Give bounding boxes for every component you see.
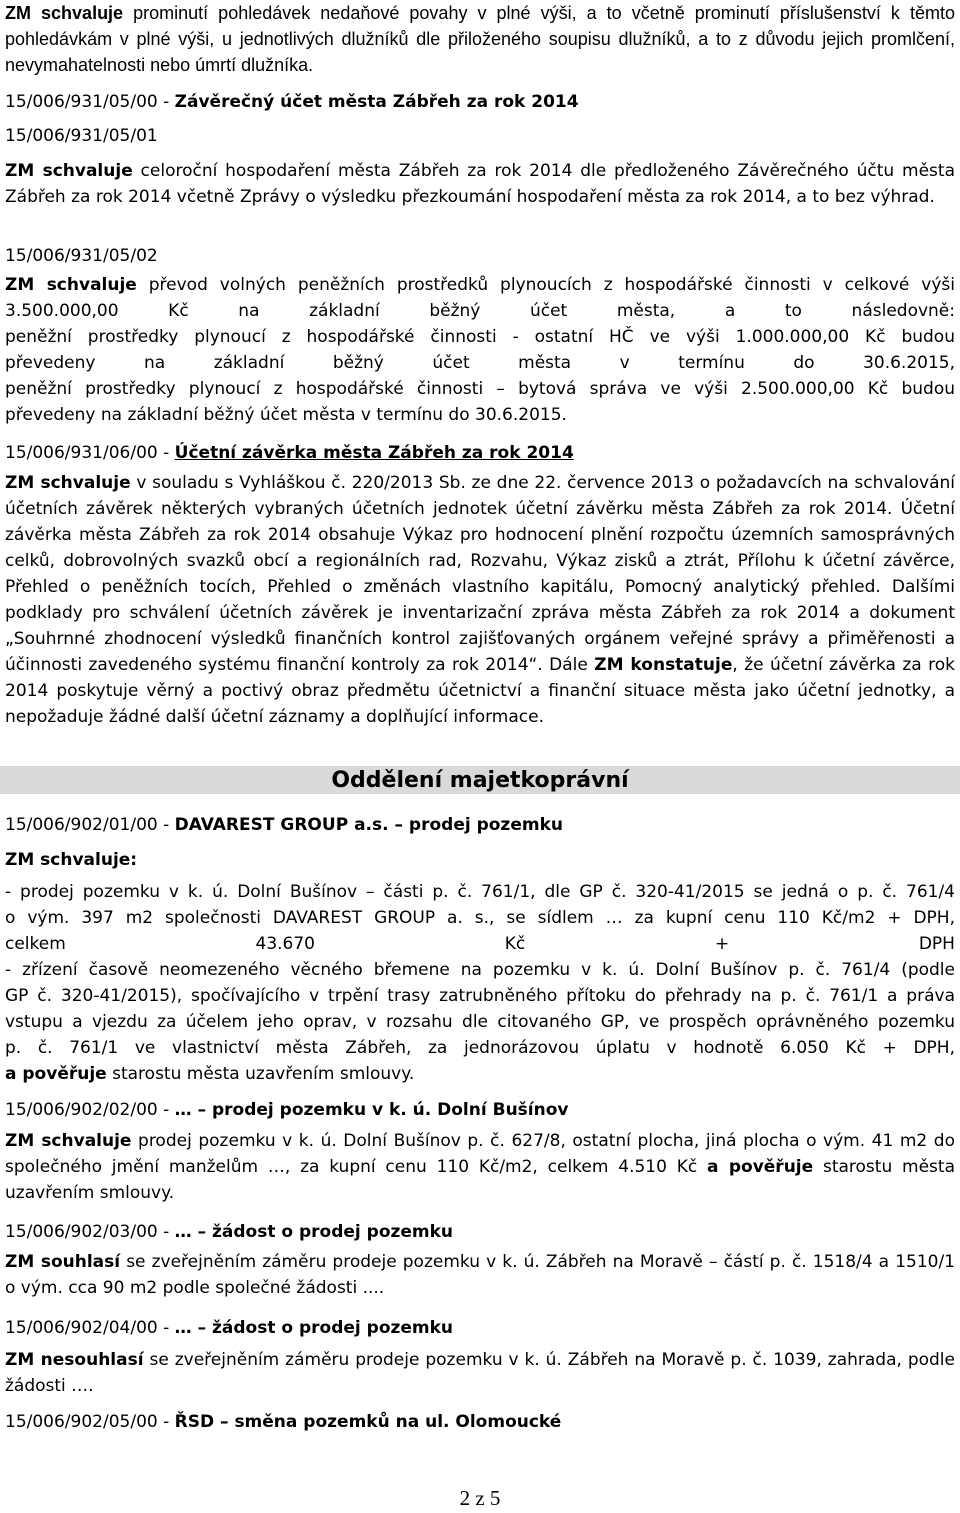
resolution-code: 15/006/902/02/00 -	[5, 1100, 175, 1120]
paragraph-line: 3.500.000,00 Kč na základní běžný účet města, a to následovně:	[5, 301, 955, 321]
resolution-heading	[5, 1410, 561, 1434]
paragraph-text: +	[714, 934, 730, 954]
resolution-heading	[5, 1220, 453, 1244]
resolution-heading	[5, 441, 574, 465]
resolution-text: v souladu s Vyhláškou č. 220/2013 Sb. ze dne 22. července 2013 o požadavcích na schvalování účetních závěrek některých vybraných účetních jednotek účetní závěrku města Zábřeh za rok 2014. Účetní závěrka města Zábřeh za rok 2014 obsahuje Výkaz pro hodnocení plnění rozpočtu územních samosprávných celků, dobrovolných svazků obcí a regionálních rad, Rozvahu, Výkaz zisků a ztrát, Přílohu k účetní závěrce, Přehled o peněžních tocích, Přehled o změnách vlastního kapitálu, Pomocný analytický přehled. Dalšími podklady pro schválení účetních závěrek je inventarizační zpráva města Zábřeh za rok 2014 a dokument „Souhrnné zhodnocení výsledků finančních kontrol zajišťovaných orgánem veřejné správy a přiměřenosti a účinnosti zavedeného systému finanční kontroly za rok 2014“. Dále	[5, 473, 955, 675]
section-title: Oddělení majetkoprávní	[331, 768, 629, 793]
resolution-code: 15/006/931/05/01	[5, 126, 158, 146]
paragraph-text: DPH	[918, 934, 955, 954]
resolution-lead: ZM schvaluje	[5, 161, 133, 181]
paragraph-line: převedeny na základní běžný účet města v termínu do 30.6.2015.	[5, 405, 567, 425]
resolution-lead: ZM souhlasí	[5, 1252, 121, 1272]
paragraph-line: převedeny na základní běžný účet města v termínu do 30.6.2015,	[5, 353, 955, 373]
resolution-heading	[5, 813, 563, 837]
intro-paragraph	[5, 0, 955, 78]
paragraph-text: 43.670	[255, 934, 315, 954]
resolution-title: … – žádost o prodej pozemku	[174, 1222, 454, 1242]
resolution-heading	[5, 1316, 453, 1340]
resolution-code: 15/006/902/01/00 -	[5, 815, 175, 835]
resolution-code: 15/006/902/04/00 -	[5, 1318, 175, 1338]
intro-text: prominutí pohledávek nedaňové povahy v plné výši, a to včetně prominutí příslušenství k těmto pohledávkám v plné výši, u jednotlivých dlužníků dle přiloženého soupisu dlužníků, a to z důvodu jejich promlčení, nevymahatelnosti nebo úmrtí dlužníka.	[5, 3, 955, 75]
resolution-lead	[5, 848, 137, 872]
resolution-paragraph	[5, 158, 955, 210]
resolution-code: 15/006/902/05/00 -	[5, 1412, 175, 1432]
resolution-lead: a pověřuje	[707, 1157, 814, 1177]
paragraph-line	[5, 1062, 414, 1086]
paragraph-line: - prodej pozemku v k. ú. Dolní Bušínov – části p. č. 761/1, dle GP č. 320-41/2015 se jedná o p. č. 761/4	[5, 882, 955, 902]
paragraph-line	[5, 932, 955, 956]
resolution-code: 15/006/931/06/00 -	[5, 443, 175, 463]
resolution-title: DAVAREST GROUP a.s. – prodej pozemku	[174, 815, 563, 835]
paragraph-line: p. č. 761/1 ve vlastnictví města Zábřeh, za jednorázovou úplatu v hodnotě 6.050 Kč + DPH,	[5, 1038, 955, 1058]
paragraph-line	[5, 273, 955, 297]
resolution-paragraph	[5, 470, 955, 730]
paragraph-line: GP č. 320-41/2015), spočívajícího v trpění trasy zatrubněného přítoku do přehrady na p. č. 761/1 a práva	[5, 986, 955, 1006]
resolution-lead: a pověřuje	[5, 1064, 107, 1084]
paragraph-text: převod volných peněžních prostředků plynoucích z hospodářské činnosti v celkové výši	[136, 275, 955, 295]
paragraph-line: peněžní prostředky plynoucí z hospodářské činnosti – bytová správa ve výši 2.500.000,00 Kč budou	[5, 379, 955, 399]
resolution-paragraph	[5, 1347, 955, 1399]
resolution-lead: ZM konstatuje	[594, 655, 733, 675]
resolution-code: 15/006/931/05/00 -	[5, 92, 175, 112]
intro-lead: ZM schvaluje	[5, 3, 124, 23]
paragraph-text: starostu města uzavřením smlouvy.	[106, 1064, 415, 1084]
resolution-lead: ZM schvaluje	[5, 275, 137, 295]
paragraph-line: vstupu a vjezdu za účelem jeho oprav, v rozsahu dle citovaného GP, ve prospěch oprávněného pozemku	[5, 1012, 955, 1032]
paragraph-line: peněžní prostředky plynoucí z hospodářské činnosti - ostatní HČ ve výši 1.000.000,00 Kč budou	[5, 327, 955, 347]
page-number: 2 z 5	[459, 1486, 501, 1510]
resolution-code: 15/006/902/03/00 -	[5, 1222, 175, 1242]
resolution-paragraph	[5, 1128, 955, 1206]
resolution-title: Závěrečný účet města Zábřeh za rok 2014	[174, 92, 579, 112]
resolution-lead: ZM schvaluje	[5, 1131, 132, 1151]
resolution-title: Účetní závěrka města Zábřeh za rok 2014	[174, 443, 574, 463]
resolution-heading	[5, 90, 579, 114]
resolution-code: 15/006/931/05/02	[5, 246, 158, 266]
resolution-text: , že účetní závěrka za rok 2014 poskytuje věrný a poctivý obraz předmětu účetnictví a finanční situace města jako účetní jednotky, a nepožaduje žádné další účetní záznamy a doplňující informace.	[5, 655, 955, 727]
paragraph-text: Kč	[504, 934, 526, 954]
resolution-title: ŘSD – směna pozemků na ul. Olomoucké	[174, 1412, 562, 1432]
resolution-heading	[5, 1098, 568, 1122]
resolution-title: … – žádost o prodej pozemku	[174, 1318, 454, 1338]
resolution-text: prodej pozemku v k. ú. Dolní Bušínov p. č. 627/8, ostatní plocha, jiná plocha o vým. 41 m2 do společného jmění manželům …, za kupní cenu 110 Kč/m2, celkem 4.510 Kč	[5, 1131, 955, 1177]
resolution-paragraph	[5, 1249, 955, 1301]
resolution-text: celoroční hospodaření města Zábřeh za rok 2014 dle předloženého Závěrečného účtu města Zábřeh za rok 2014 včetně Zprávy o výsledku přezkoumání hospodaření města za rok 2014, a to bez výhrad.	[5, 161, 955, 207]
resolution-text: starostu města uzavřením smlouvy.	[5, 1157, 955, 1203]
paragraph-line: - zřízení časově neomezeného věcného břemene na pozemku v k. ú. Dolní Bušínov p. č. 761/4 (podle	[5, 960, 955, 980]
resolution-lead: ZM schvaluje	[5, 473, 131, 493]
resolution-title: … – prodej pozemku v k. ú. Dolní Bušínov	[174, 1100, 569, 1120]
resolution-text: se zveřejněním záměru prodeje pozemku v k. ú. Zábřeh na Moravě p. č. 1039, zahrada, podle žádosti ….	[5, 1350, 955, 1396]
resolution-lead: ZM nesouhlasí	[5, 1350, 144, 1370]
lead-text: ZM schvaluje:	[5, 850, 138, 870]
paragraph-line: o vým. 397 m2 společnosti DAVAREST GROUP a. s., se sídlem … za kupní cenu 110 Kč/m2 + DPH,	[5, 908, 955, 928]
paragraph-text: celkem	[5, 934, 66, 954]
resolution-text: se zveřejněním záměru prodeje pozemku v k. ú. Zábřeh na Moravě – částí p. č. 1518/4 a 1510/1 o vým. cca 90 m2 podle společné žádosti ....	[5, 1252, 955, 1298]
